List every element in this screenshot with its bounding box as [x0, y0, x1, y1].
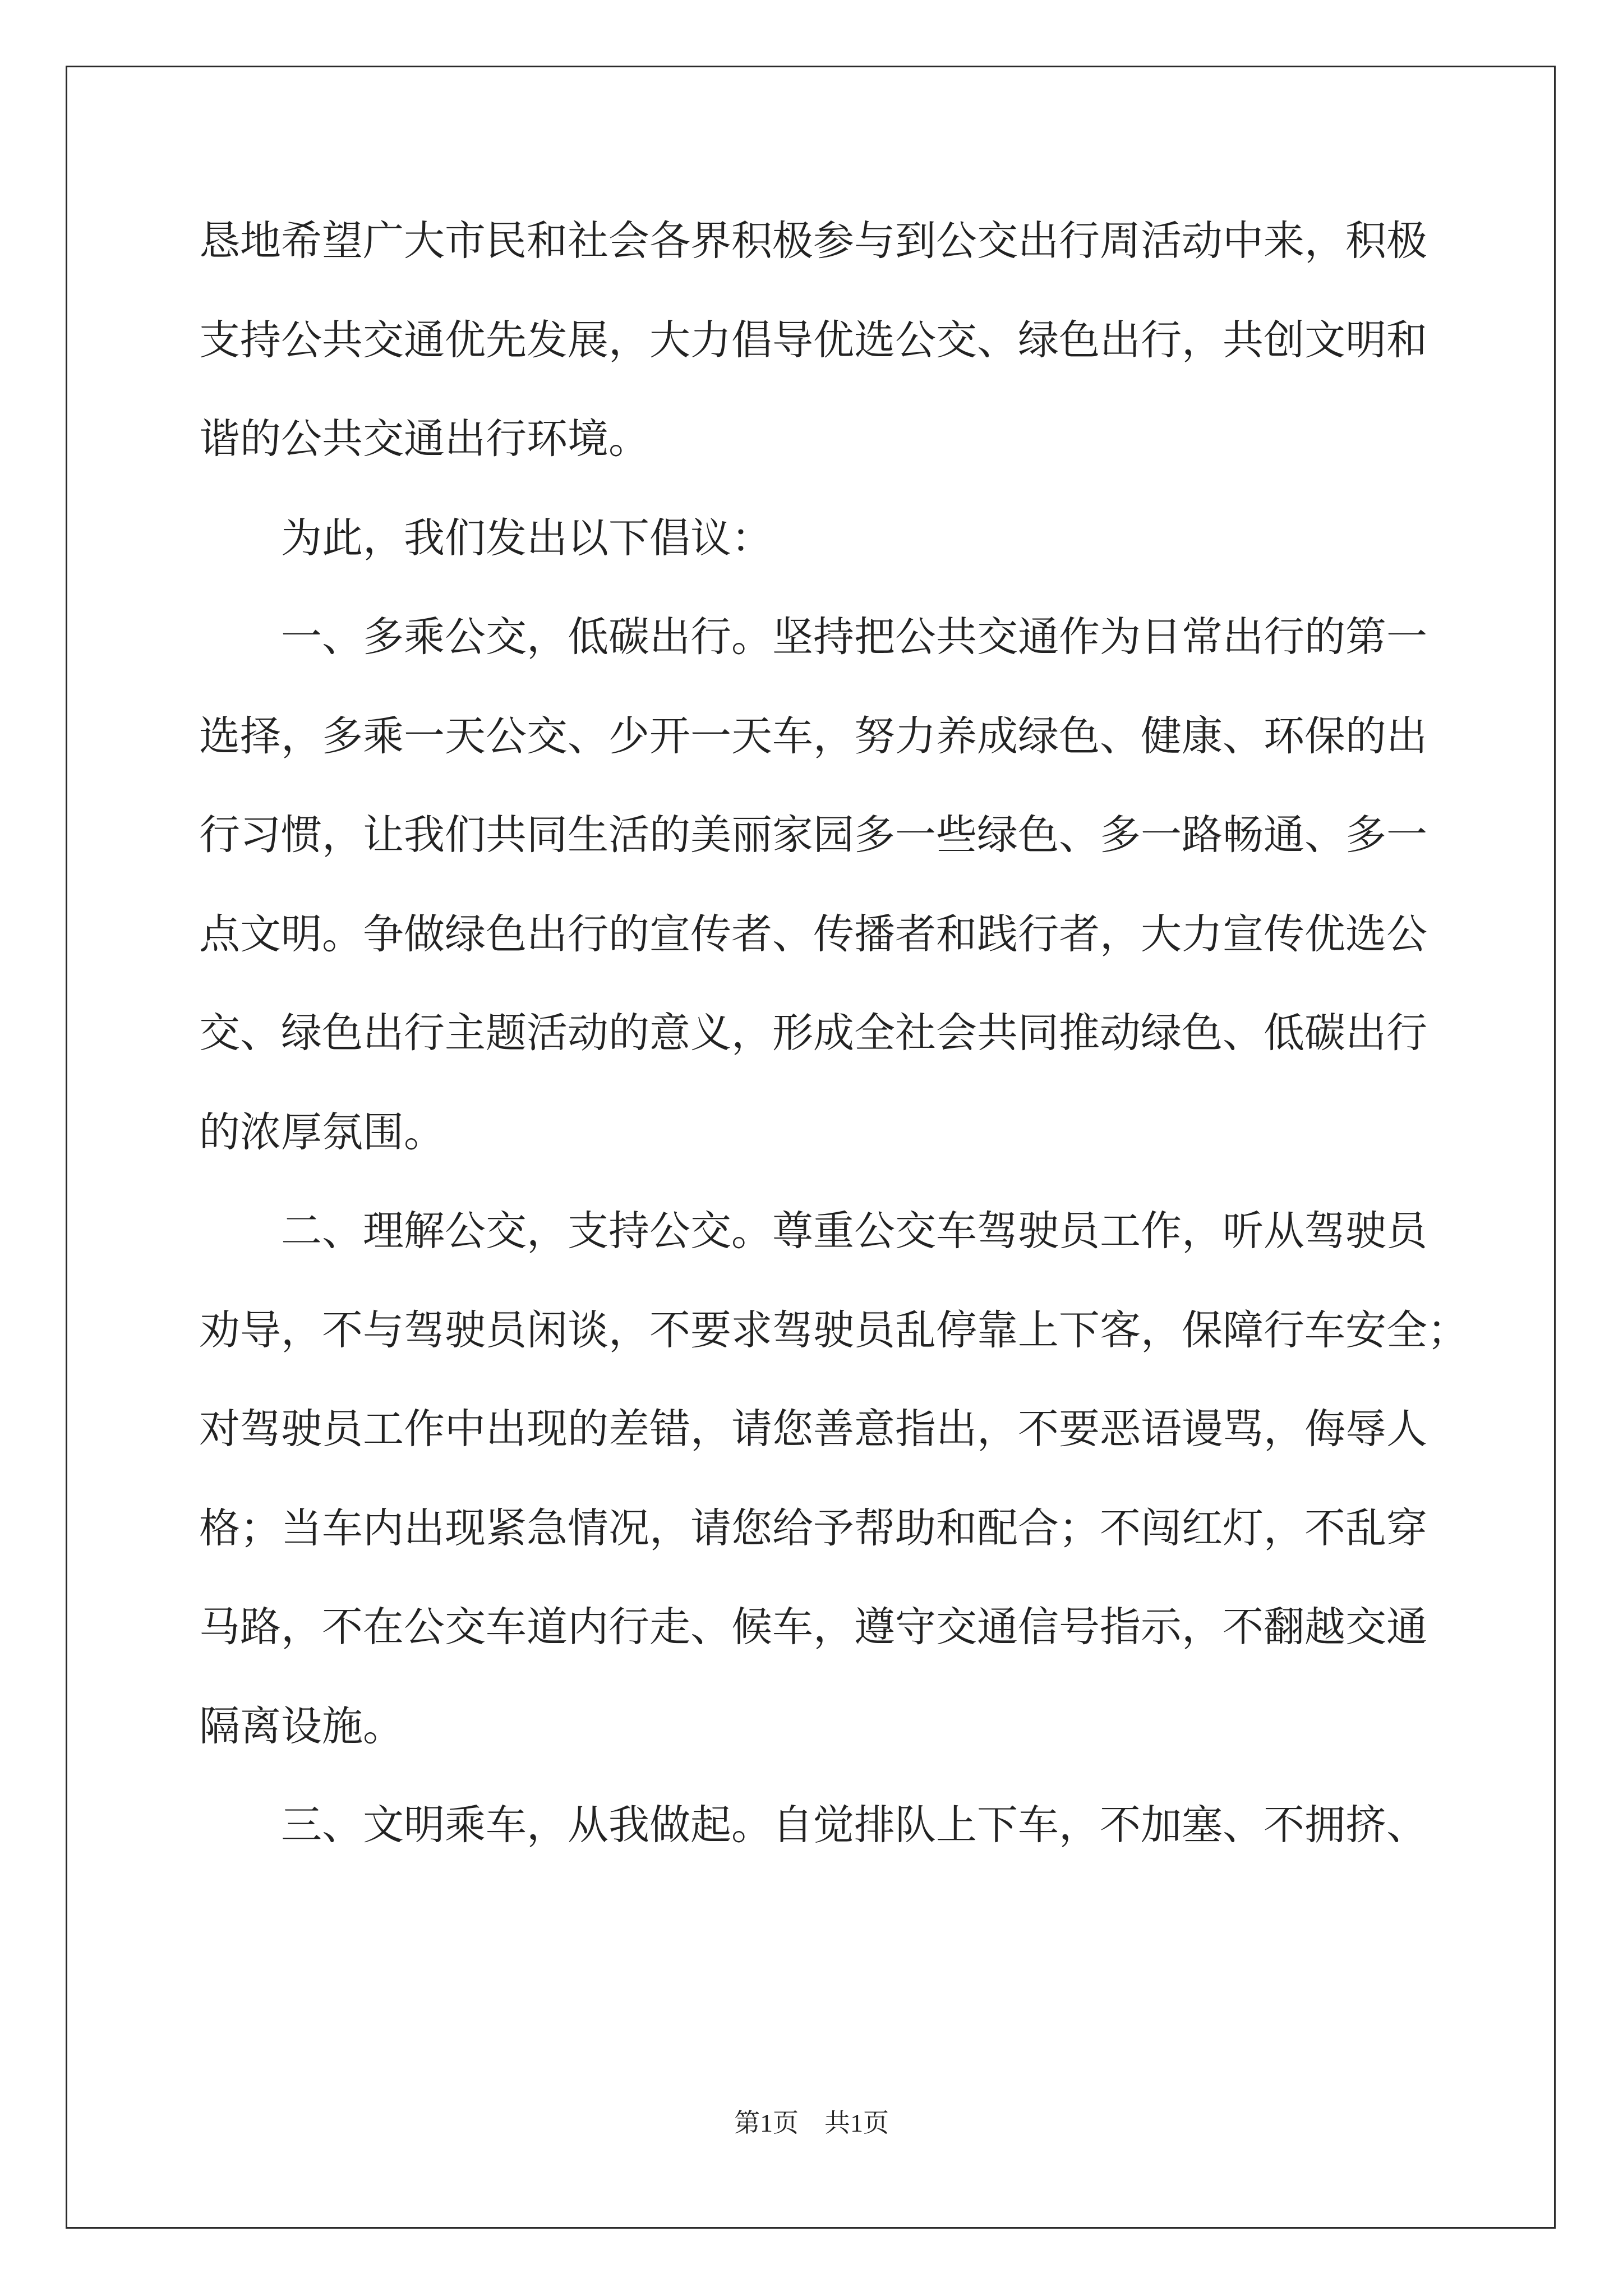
text-line: 格；当车内出现紧急情况，请您给予帮助和配合；不闯红灯，不乱穿 [199, 1504, 1427, 1552]
text-line: 谐的公共交通出行环境。 [199, 415, 649, 463]
text-line: 二、理解公交，支持公交。尊重公交车驾驶员工作，听从驾驶员 [281, 1207, 1427, 1255]
text-line: 为此，我们发出以下倡议： [281, 514, 772, 562]
text-line: 点文明。争做绿色出行的宣传者、传播者和践行者，大力宣传优选公 [199, 910, 1427, 958]
text-line: 行习惯，让我们共同生活的美丽家园多一些绿色、多一路畅通、多一 [199, 811, 1427, 859]
text-line: 支持公共交通优先发展，大力倡导优选公交、绿色出行，共创文明和 [199, 316, 1427, 364]
text-line: 马路，不在公交车道内行走、候车，遵守交通信号指示，不翻越交通 [199, 1603, 1427, 1651]
text-line: 劝导，不与驾驶员闲谈，不要求驾驶员乱停靠上下客，保障行车安全； [199, 1306, 1468, 1354]
text-line: 对驾驶员工作中出现的差错，请您善意指出，不要恶语谩骂，侮辱人 [199, 1405, 1427, 1453]
text-line: 三、文明乘车，从我做起。自觉排队上下车，不加塞、不拥挤、 [281, 1801, 1427, 1849]
text-line: 的浓厚氛围。 [199, 1108, 445, 1156]
document-body [199, 210, 1468, 1894]
text-line: 隔离设施。 [199, 1702, 404, 1750]
text-line: 一、多乘公交，低碳出行。坚持把公共交通作为日常出行的第一 [281, 613, 1427, 661]
page-total: 共1页 [824, 2109, 889, 2137]
text-line: 交、绿色出行主题活动的意义，形成全社会共同推动绿色、低碳出行 [199, 1009, 1427, 1057]
text-line: 选择，多乘一天公交、少开一天车，努力养成绿色、健康、环保的出 [199, 712, 1427, 760]
page-footer [0, 2102, 1623, 2139]
text-line: 恳地希望广大市民和社会各界积极参与到公交出行周活动中来，积极 [199, 217, 1427, 265]
page-number: 第1页 [734, 2109, 799, 2137]
